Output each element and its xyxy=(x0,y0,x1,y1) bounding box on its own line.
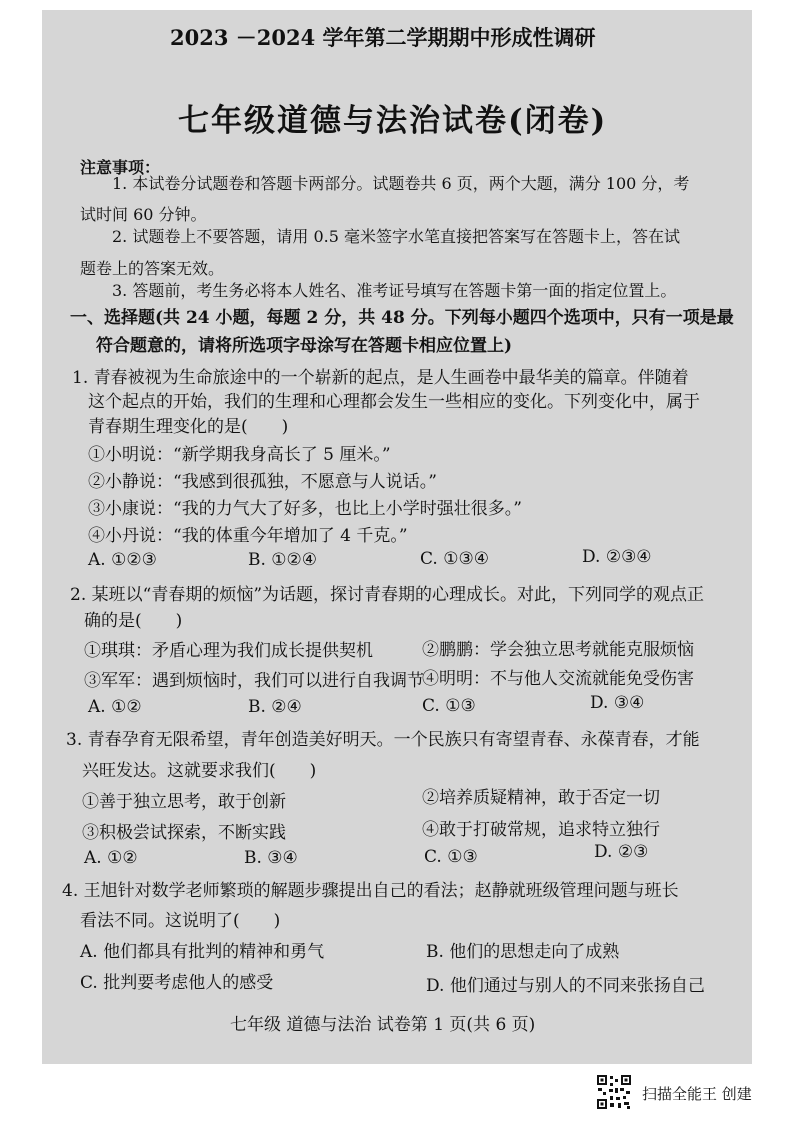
question-3-option-b: B. ③④ xyxy=(244,848,298,868)
question-4-option-d: D. 他们通过与别人的不同来张扬自己 xyxy=(426,976,705,996)
question-1-option-c: C. ①③④ xyxy=(420,549,489,569)
question-1-stem: 1. 青春被视为生命旅途中的一个崭新的起点，是人生画卷中最华美的篇章。伴随着 xyxy=(72,368,689,388)
question-1-stem: 这个起点的开始，我们的生理和心理都会发生一些相应的变化。下列变化中，属于 xyxy=(88,392,700,412)
notice-line: 题卷上的答案无效。 xyxy=(80,259,225,278)
question-2-item: ①琪琪：矛盾心理为我们成长提供契机 xyxy=(84,641,373,661)
question-1-option-a: A. ①②③ xyxy=(88,550,157,570)
notice-line: 1. 本试卷分试题卷和答题卡两部分。试题卷共 6 页，两个大题，满分 100 分，考 xyxy=(112,174,690,193)
exam-term-line: 2023 －2024 学年第二学期期中形成性调研 xyxy=(170,25,596,50)
question-4-option-c: C. 批判要考虑他人的感受 xyxy=(80,973,274,993)
question-3-item: ③积极尝试探索，不断实践 xyxy=(82,823,286,843)
question-4-stem: 4. 王旭针对数学老师繁琐的解题步骤提出自己的看法；赵静就班级管理问题与班长 xyxy=(62,881,679,901)
question-2-stem: 确的是( ) xyxy=(84,611,183,631)
section-heading: 一、选择题(共 24 小题，每题 2 分，共 48 分。下列每小题四个选项中，只有一项是最 xyxy=(70,308,734,328)
question-2-item: ②鹏鹏：学会独立思考就能克服烦恼 xyxy=(422,640,694,660)
question-1-item: ①小明说：“新学期我身高长了 5 厘米。” xyxy=(88,445,391,465)
exam-title: 七年级道德与法治试卷(闭卷) xyxy=(178,103,608,139)
notice-line: 2. 试题卷上不要答题，请用 0.5 毫米签字水笔直接把答案写在答题卡上，答在试 xyxy=(112,227,680,246)
question-2-option-a: A. ①② xyxy=(88,697,142,717)
question-3-item: ①善于独立思考，敢于创新 xyxy=(82,792,286,812)
notice-line: 试时间 60 分钟。 xyxy=(80,205,207,224)
question-1-stem: 青春期生理变化的是( ) xyxy=(88,417,289,437)
page-footer: 七年级 道德与法治 试卷第 1 页(共 6 页) xyxy=(230,1015,536,1035)
question-1-item: ②小静说：“我感到很孤独，不愿意与人说话。” xyxy=(88,472,437,492)
question-2-stem: 2. 某班以“青春期的烦恼”为话题，探讨青春期的心理成长。对此，下列同学的观点正 xyxy=(70,585,705,605)
question-3-item: ④敢于打破常规，追求特立独行 xyxy=(422,820,660,840)
question-1-option-d: D. ②③④ xyxy=(582,547,652,567)
section-heading-cont: 符合题意的，请将所选项字母涂写在答题卡相应位置上) xyxy=(96,336,513,356)
question-3-option-c: C. ①③ xyxy=(424,847,478,867)
notice-line: 3. 答题前，考生务必将本人姓名、准考证号填写在答题卡第一面的指定位置上。 xyxy=(112,281,677,300)
question-1-item: ④小丹说：“我的体重今年增加了 4 千克。” xyxy=(88,526,408,546)
question-2-item: ③军军：遇到烦恼时，我们可以进行自我调节 xyxy=(84,671,424,691)
question-3-option-a: A. ①② xyxy=(84,848,138,868)
question-3-stem: 3. 青春孕育无限希望，青年创造美好明天。一个民族只有寄望青春、永葆青春，才能 xyxy=(66,730,700,750)
qr-code-icon xyxy=(596,1074,632,1110)
question-1-item: ③小康说：“我的力气大了好多，也比上小学时强壮很多。” xyxy=(88,499,522,519)
question-3-option-d: D. ②③ xyxy=(594,842,649,862)
question-2-item: ④明明：不与他人交流就能免受伤害 xyxy=(422,669,694,689)
question-4-stem: 看法不同。这说明了( ) xyxy=(80,911,281,931)
scanner-watermark: 扫描全能王 创建 xyxy=(642,1085,752,1103)
question-3-stem: 兴旺发达。这就要求我们( ) xyxy=(82,761,317,781)
question-2-option-c: C. ①③ xyxy=(422,696,476,716)
question-2-option-d: D. ③④ xyxy=(590,693,645,713)
question-4-option-b: B. 他们的思想走向了成熟 xyxy=(426,942,620,962)
question-3-item: ②培养质疑精神，敢于否定一切 xyxy=(422,788,660,808)
question-2-option-b: B. ②④ xyxy=(248,697,302,717)
question-1-option-b: B. ①②④ xyxy=(248,550,318,570)
question-4-option-a: A. 他们都具有批判的精神和勇气 xyxy=(80,942,325,962)
notice-heading: 注意事项： xyxy=(80,158,161,177)
